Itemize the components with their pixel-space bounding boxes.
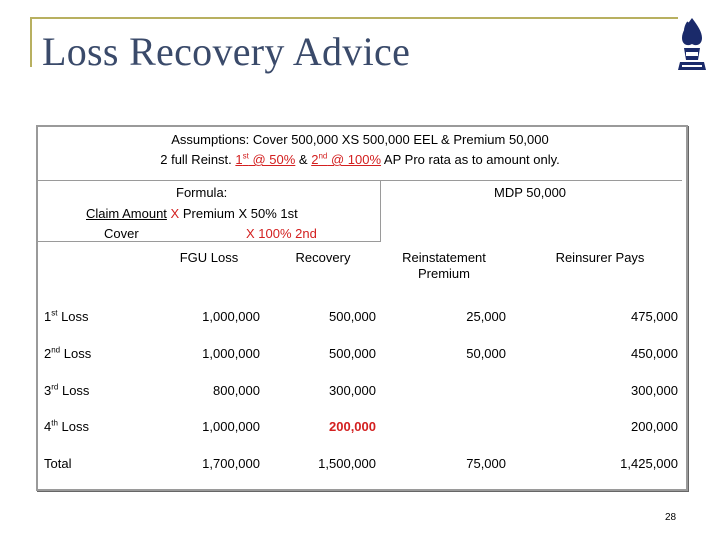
cell-recovery-highlight: 200,000 [329,419,376,434]
assumptions-prefix: 2 full Reinst. [160,152,236,167]
assumptions-separator [38,180,682,181]
cell-reinst: 75,000 [466,456,506,471]
col-header-reinstatement [388,250,500,282]
row-sup: nd [51,345,61,355]
formula-bottom-rule [38,241,381,242]
formula-x: X [170,206,180,221]
row-ord: 4 [44,419,52,434]
row-label-2 [44,346,91,361]
col-header-fgu: FGU Loss [179,250,239,265]
row-ord: 2 [44,346,52,361]
formula-premium: Premium X 50% 1st [182,206,298,221]
mdp-label: MDP 50,000 [494,185,567,200]
second-reinstatement [311,152,381,167]
cell-pays: 200,000 [631,419,678,434]
cell-reinst: 25,000 [466,309,506,324]
title-rule-top [30,17,678,19]
cell-recovery: 500,000 [329,309,376,324]
formula-label: Formula: [176,185,228,200]
col-header-reinst-line1: Reinstatement [402,250,486,265]
assumptions-block [36,130,684,170]
formula-x-100: X 100% 2nd [246,226,317,241]
formula-line-1 [86,206,298,221]
row-ord: 3 [44,383,52,398]
cell-fgu: 800,000 [213,383,260,398]
first-ord: 1 [235,152,243,167]
cell-reinst: 50,000 [466,346,506,361]
row-ord: Total [44,456,72,471]
assumptions-line-2 [36,150,684,170]
cell-fgu: 1,000,000 [202,309,260,324]
row-label-rest: Loss [60,346,92,361]
second-ord: 2 [311,152,319,167]
title-rule-left [30,17,32,67]
cell-recovery: 500,000 [329,346,376,361]
claim-amount: Claim Amount [86,206,167,221]
col-header-reinst-line2: Premium [417,266,470,281]
first-sup: st [242,151,249,161]
row-label-4 [44,419,89,434]
cell-fgu: 1,000,000 [202,346,260,361]
col-header-recovery: Recovery [295,250,351,265]
col-header-reinsurer-pays: Reinsurer Pays [555,250,645,265]
row-label-total [44,456,71,471]
cell-fgu: 1,000,000 [202,419,260,434]
page-number: 28 [665,512,677,523]
row-label-rest: Loss [57,309,89,324]
cell-pays: 475,000 [631,309,678,324]
row-label-3 [44,383,89,398]
row-sup: st [51,308,58,318]
row-label-rest: Loss [57,419,89,434]
second-pct: @ 100% [327,152,382,167]
first-reinstatement [235,152,295,167]
amp: & [295,152,312,167]
row-sup: th [51,418,58,428]
row-sup: rd [51,382,59,392]
cell-recovery: 300,000 [329,383,376,398]
page-title: Loss Recovery Advice [42,29,411,74]
cell-pays: 1,425,000 [620,456,678,471]
second-sup: nd [318,151,328,161]
first-pct: @ 50% [248,152,296,167]
crest-logo-icon [672,14,712,84]
formula-cover: Cover [104,226,139,241]
formula-divider [380,181,381,241]
cell-fgu: 1,700,000 [202,456,260,471]
cell-recovery: 1,500,000 [318,456,376,471]
assumptions-suffix: AP Pro rata as to amount only. [381,152,560,167]
cell-pays: 450,000 [631,346,678,361]
row-label-1 [44,309,89,324]
assumptions-line-1: Assumptions: Cover 500,000 XS 500,000 EEL & Premium 50,000 [171,132,549,147]
row-label-rest: Loss [58,383,90,398]
cell-pays: 300,000 [631,383,678,398]
row-ord: 1 [44,309,52,324]
